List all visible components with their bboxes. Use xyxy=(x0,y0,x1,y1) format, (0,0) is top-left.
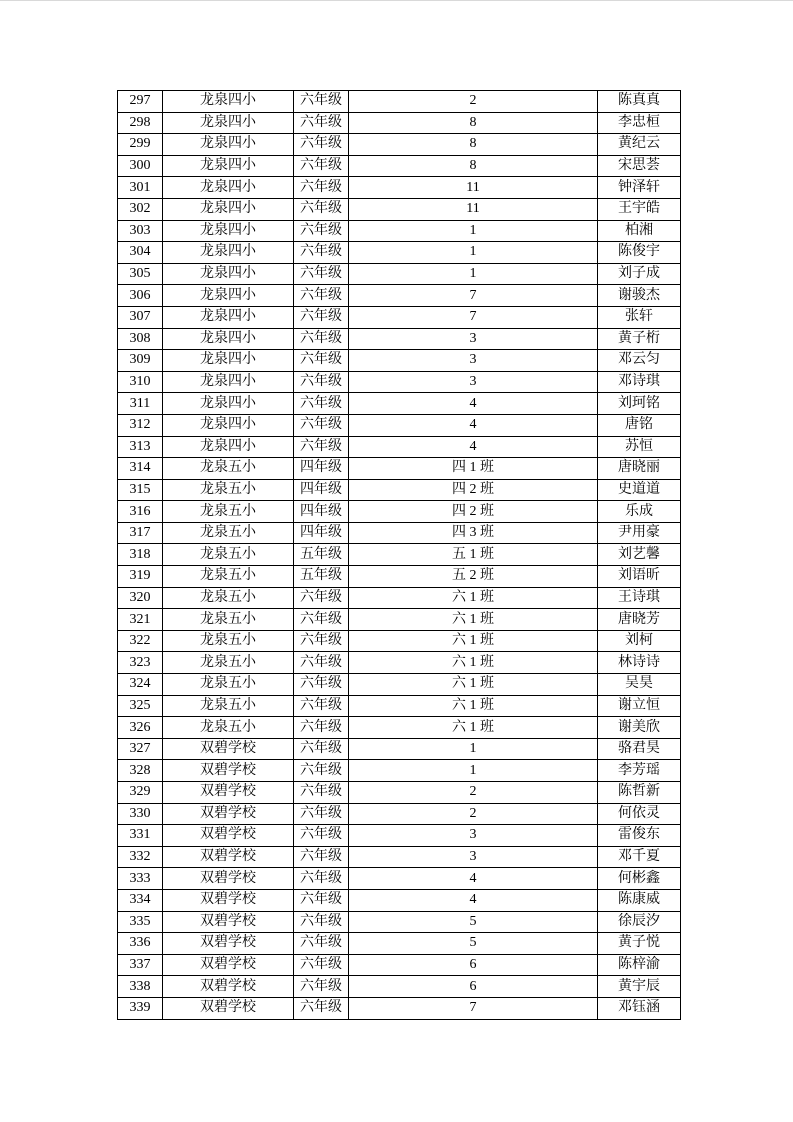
table-row xyxy=(118,306,681,328)
row-number-cell: 305 xyxy=(118,263,163,285)
grade-cell: 六年级 xyxy=(294,328,349,350)
school-cell: 龙泉四小 xyxy=(163,220,294,242)
table-row xyxy=(118,652,681,674)
class-cell: 2 xyxy=(349,803,598,825)
table-row xyxy=(118,933,681,955)
row-number-cell: 297 xyxy=(118,91,163,113)
school-cell: 龙泉五小 xyxy=(163,652,294,674)
student-name-cell: 柏湘 xyxy=(598,220,681,242)
school-cell: 龙泉四小 xyxy=(163,91,294,113)
table-row xyxy=(118,501,681,523)
grade-cell: 六年级 xyxy=(294,976,349,998)
grade-cell: 六年级 xyxy=(294,177,349,199)
student-name-cell: 苏恒 xyxy=(598,436,681,458)
row-number-cell: 320 xyxy=(118,587,163,609)
grade-cell: 六年级 xyxy=(294,868,349,890)
row-number-cell: 335 xyxy=(118,911,163,933)
row-number-cell: 301 xyxy=(118,177,163,199)
table-row xyxy=(118,220,681,242)
table-row xyxy=(118,393,681,415)
class-cell: 五 2 班 xyxy=(349,566,598,588)
grade-cell: 六年级 xyxy=(294,760,349,782)
school-cell: 龙泉五小 xyxy=(163,609,294,631)
student-name-cell: 雷俊东 xyxy=(598,825,681,847)
row-number-cell: 304 xyxy=(118,242,163,264)
school-cell: 双碧学校 xyxy=(163,846,294,868)
grade-cell: 六年级 xyxy=(294,846,349,868)
school-cell: 双碧学校 xyxy=(163,954,294,976)
table-row xyxy=(118,954,681,976)
grade-cell: 六年级 xyxy=(294,436,349,458)
class-cell: 11 xyxy=(349,177,598,199)
row-number-cell: 337 xyxy=(118,954,163,976)
school-cell: 龙泉四小 xyxy=(163,263,294,285)
student-name-cell: 刘柯 xyxy=(598,630,681,652)
class-cell: 8 xyxy=(349,155,598,177)
student-name-cell: 李芳瑶 xyxy=(598,760,681,782)
class-cell: 7 xyxy=(349,306,598,328)
table-row xyxy=(118,868,681,890)
school-cell: 龙泉四小 xyxy=(163,242,294,264)
student-name-cell: 刘子成 xyxy=(598,263,681,285)
class-cell: 8 xyxy=(349,134,598,156)
row-number-cell: 333 xyxy=(118,868,163,890)
grade-cell: 四年级 xyxy=(294,479,349,501)
class-cell: 六 1 班 xyxy=(349,630,598,652)
grade-cell: 六年级 xyxy=(294,652,349,674)
school-cell: 龙泉四小 xyxy=(163,393,294,415)
row-number-cell: 334 xyxy=(118,889,163,911)
school-cell: 龙泉四小 xyxy=(163,436,294,458)
grade-cell: 六年级 xyxy=(294,285,349,307)
table-row xyxy=(118,198,681,220)
table-row xyxy=(118,717,681,739)
table-row xyxy=(118,695,681,717)
table-row xyxy=(118,738,681,760)
student-name-cell: 谢骏杰 xyxy=(598,285,681,307)
table-row xyxy=(118,155,681,177)
row-number-cell: 336 xyxy=(118,933,163,955)
student-name-cell: 邓诗琪 xyxy=(598,371,681,393)
table-row xyxy=(118,674,681,696)
student-name-cell: 邓钰涵 xyxy=(598,997,681,1019)
class-cell: 五 1 班 xyxy=(349,544,598,566)
class-cell: 六 1 班 xyxy=(349,609,598,631)
student-name-cell: 吴昊 xyxy=(598,674,681,696)
school-cell: 龙泉五小 xyxy=(163,587,294,609)
student-name-cell: 王诗琪 xyxy=(598,587,681,609)
table-row xyxy=(118,263,681,285)
row-number-cell: 317 xyxy=(118,522,163,544)
row-number-cell: 302 xyxy=(118,198,163,220)
school-cell: 龙泉五小 xyxy=(163,630,294,652)
row-number-cell: 311 xyxy=(118,393,163,415)
grade-cell: 六年级 xyxy=(294,91,349,113)
grade-cell: 六年级 xyxy=(294,630,349,652)
class-cell: 3 xyxy=(349,371,598,393)
grade-cell: 六年级 xyxy=(294,738,349,760)
grade-cell: 五年级 xyxy=(294,566,349,588)
grade-cell: 六年级 xyxy=(294,393,349,415)
school-cell: 龙泉五小 xyxy=(163,479,294,501)
school-cell: 龙泉四小 xyxy=(163,155,294,177)
row-number-cell: 310 xyxy=(118,371,163,393)
row-number-cell: 307 xyxy=(118,306,163,328)
student-name-cell: 李忠桓 xyxy=(598,112,681,134)
school-cell: 双碧学校 xyxy=(163,933,294,955)
class-cell: 六 1 班 xyxy=(349,717,598,739)
class-cell: 3 xyxy=(349,350,598,372)
student-name-cell: 邓云匀 xyxy=(598,350,681,372)
table-row xyxy=(118,587,681,609)
school-cell: 龙泉五小 xyxy=(163,717,294,739)
table-row xyxy=(118,371,681,393)
grade-cell: 六年级 xyxy=(294,825,349,847)
student-name-cell: 陈真真 xyxy=(598,91,681,113)
table-row xyxy=(118,91,681,113)
student-name-cell: 乐成 xyxy=(598,501,681,523)
student-name-cell: 黄子悦 xyxy=(598,933,681,955)
grade-cell: 六年级 xyxy=(294,933,349,955)
table-row xyxy=(118,889,681,911)
student-name-cell: 黄纪云 xyxy=(598,134,681,156)
table-row xyxy=(118,630,681,652)
class-cell: 六 1 班 xyxy=(349,695,598,717)
class-cell: 六 1 班 xyxy=(349,674,598,696)
row-number-cell: 306 xyxy=(118,285,163,307)
grade-cell: 六年级 xyxy=(294,198,349,220)
student-name-cell: 尹用豪 xyxy=(598,522,681,544)
table-row xyxy=(118,760,681,782)
table-row xyxy=(118,609,681,631)
school-cell: 龙泉四小 xyxy=(163,328,294,350)
class-cell: 6 xyxy=(349,976,598,998)
class-cell: 6 xyxy=(349,954,598,976)
student-name-cell: 宋思荟 xyxy=(598,155,681,177)
school-cell: 双碧学校 xyxy=(163,803,294,825)
class-cell: 4 xyxy=(349,393,598,415)
student-name-cell: 张轩 xyxy=(598,306,681,328)
row-number-cell: 325 xyxy=(118,695,163,717)
grade-cell: 六年级 xyxy=(294,220,349,242)
class-cell: 1 xyxy=(349,263,598,285)
student-name-cell: 唐铭 xyxy=(598,414,681,436)
class-cell: 4 xyxy=(349,889,598,911)
table-row xyxy=(118,134,681,156)
row-number-cell: 330 xyxy=(118,803,163,825)
student-name-cell: 谢立恒 xyxy=(598,695,681,717)
class-cell: 4 xyxy=(349,868,598,890)
student-name-cell: 黄子桁 xyxy=(598,328,681,350)
row-number-cell: 323 xyxy=(118,652,163,674)
class-cell: 7 xyxy=(349,285,598,307)
table-row xyxy=(118,566,681,588)
row-number-cell: 299 xyxy=(118,134,163,156)
school-cell: 龙泉五小 xyxy=(163,566,294,588)
school-cell: 双碧学校 xyxy=(163,760,294,782)
student-name-cell: 何彬鑫 xyxy=(598,868,681,890)
row-number-cell: 329 xyxy=(118,782,163,804)
grade-cell: 六年级 xyxy=(294,134,349,156)
school-cell: 双碧学校 xyxy=(163,911,294,933)
school-cell: 龙泉五小 xyxy=(163,674,294,696)
row-number-cell: 314 xyxy=(118,458,163,480)
row-number-cell: 298 xyxy=(118,112,163,134)
class-cell: 1 xyxy=(349,242,598,264)
class-cell: 3 xyxy=(349,328,598,350)
table-row xyxy=(118,177,681,199)
row-number-cell: 324 xyxy=(118,674,163,696)
table-row xyxy=(118,544,681,566)
school-cell: 龙泉四小 xyxy=(163,198,294,220)
table-row xyxy=(118,112,681,134)
school-cell: 双碧学校 xyxy=(163,889,294,911)
student-name-cell: 陈梓渝 xyxy=(598,954,681,976)
class-cell: 四 1 班 xyxy=(349,458,598,480)
row-number-cell: 316 xyxy=(118,501,163,523)
student-roster-table-body xyxy=(118,91,681,1020)
grade-cell: 五年级 xyxy=(294,544,349,566)
grade-cell: 六年级 xyxy=(294,371,349,393)
class-cell: 2 xyxy=(349,782,598,804)
student-name-cell: 史道道 xyxy=(598,479,681,501)
table-row xyxy=(118,997,681,1019)
row-number-cell: 326 xyxy=(118,717,163,739)
class-cell: 11 xyxy=(349,198,598,220)
grade-cell: 六年级 xyxy=(294,350,349,372)
class-cell: 四 2 班 xyxy=(349,479,598,501)
row-number-cell: 309 xyxy=(118,350,163,372)
table-row xyxy=(118,436,681,458)
student-name-cell: 林诗诗 xyxy=(598,652,681,674)
school-cell: 双碧学校 xyxy=(163,782,294,804)
school-cell: 双碧学校 xyxy=(163,825,294,847)
grade-cell: 六年级 xyxy=(294,803,349,825)
student-name-cell: 陈俊宇 xyxy=(598,242,681,264)
class-cell: 3 xyxy=(349,825,598,847)
class-cell: 四 2 班 xyxy=(349,501,598,523)
grade-cell: 六年级 xyxy=(294,414,349,436)
table-row xyxy=(118,350,681,372)
row-number-cell: 332 xyxy=(118,846,163,868)
row-number-cell: 313 xyxy=(118,436,163,458)
school-cell: 双碧学校 xyxy=(163,976,294,998)
school-cell: 双碧学校 xyxy=(163,997,294,1019)
grade-cell: 六年级 xyxy=(294,911,349,933)
class-cell: 四 3 班 xyxy=(349,522,598,544)
row-number-cell: 331 xyxy=(118,825,163,847)
class-cell: 1 xyxy=(349,760,598,782)
row-number-cell: 327 xyxy=(118,738,163,760)
school-cell: 龙泉四小 xyxy=(163,414,294,436)
class-cell: 5 xyxy=(349,933,598,955)
school-cell: 龙泉四小 xyxy=(163,112,294,134)
student-name-cell: 唐晓丽 xyxy=(598,458,681,480)
student-name-cell: 邓千夏 xyxy=(598,846,681,868)
table-row xyxy=(118,242,681,264)
school-cell: 龙泉四小 xyxy=(163,350,294,372)
student-name-cell: 骆君昊 xyxy=(598,738,681,760)
student-roster-table xyxy=(117,90,681,1020)
grade-cell: 六年级 xyxy=(294,674,349,696)
grade-cell: 四年级 xyxy=(294,458,349,480)
grade-cell: 四年级 xyxy=(294,522,349,544)
student-name-cell: 刘艺馨 xyxy=(598,544,681,566)
row-number-cell: 319 xyxy=(118,566,163,588)
table-row xyxy=(118,479,681,501)
grade-cell: 六年级 xyxy=(294,695,349,717)
grade-cell: 六年级 xyxy=(294,263,349,285)
school-cell: 龙泉四小 xyxy=(163,134,294,156)
class-cell: 5 xyxy=(349,911,598,933)
school-cell: 龙泉四小 xyxy=(163,306,294,328)
class-cell: 1 xyxy=(349,738,598,760)
grade-cell: 六年级 xyxy=(294,306,349,328)
table-row xyxy=(118,846,681,868)
row-number-cell: 308 xyxy=(118,328,163,350)
row-number-cell: 318 xyxy=(118,544,163,566)
row-number-cell: 338 xyxy=(118,976,163,998)
school-cell: 龙泉五小 xyxy=(163,458,294,480)
grade-cell: 六年级 xyxy=(294,717,349,739)
grade-cell: 六年级 xyxy=(294,242,349,264)
grade-cell: 六年级 xyxy=(294,155,349,177)
student-name-cell: 陈哲新 xyxy=(598,782,681,804)
school-cell: 龙泉四小 xyxy=(163,285,294,307)
grade-cell: 六年级 xyxy=(294,889,349,911)
class-cell: 7 xyxy=(349,997,598,1019)
table-row xyxy=(118,458,681,480)
student-name-cell: 唐晓芳 xyxy=(598,609,681,631)
grade-cell: 六年级 xyxy=(294,997,349,1019)
table-row xyxy=(118,328,681,350)
grade-cell: 四年级 xyxy=(294,501,349,523)
table-row xyxy=(118,803,681,825)
student-name-cell: 钟泽轩 xyxy=(598,177,681,199)
table-row xyxy=(118,522,681,544)
student-name-cell: 刘语昕 xyxy=(598,566,681,588)
grade-cell: 六年级 xyxy=(294,782,349,804)
row-number-cell: 315 xyxy=(118,479,163,501)
row-number-cell: 322 xyxy=(118,630,163,652)
class-cell: 4 xyxy=(349,414,598,436)
student-name-cell: 黄宇辰 xyxy=(598,976,681,998)
row-number-cell: 339 xyxy=(118,997,163,1019)
row-number-cell: 312 xyxy=(118,414,163,436)
table-row xyxy=(118,782,681,804)
row-number-cell: 300 xyxy=(118,155,163,177)
table-row xyxy=(118,414,681,436)
class-cell: 4 xyxy=(349,436,598,458)
student-name-cell: 刘珂铭 xyxy=(598,393,681,415)
school-cell: 龙泉五小 xyxy=(163,544,294,566)
table-row xyxy=(118,825,681,847)
grade-cell: 六年级 xyxy=(294,954,349,976)
table-row xyxy=(118,976,681,998)
school-cell: 双碧学校 xyxy=(163,738,294,760)
class-cell: 六 1 班 xyxy=(349,652,598,674)
table-row xyxy=(118,285,681,307)
school-cell: 龙泉五小 xyxy=(163,501,294,523)
grade-cell: 六年级 xyxy=(294,112,349,134)
school-cell: 龙泉四小 xyxy=(163,371,294,393)
class-cell: 六 1 班 xyxy=(349,587,598,609)
school-cell: 龙泉五小 xyxy=(163,522,294,544)
grade-cell: 六年级 xyxy=(294,587,349,609)
class-cell: 8 xyxy=(349,112,598,134)
class-cell: 1 xyxy=(349,220,598,242)
row-number-cell: 321 xyxy=(118,609,163,631)
grade-cell: 六年级 xyxy=(294,609,349,631)
student-name-cell: 陈康威 xyxy=(598,889,681,911)
class-cell: 2 xyxy=(349,91,598,113)
student-name-cell: 王宇皓 xyxy=(598,198,681,220)
student-name-cell: 何依灵 xyxy=(598,803,681,825)
table-row xyxy=(118,911,681,933)
class-cell: 3 xyxy=(349,846,598,868)
school-cell: 双碧学校 xyxy=(163,868,294,890)
student-name-cell: 谢美欣 xyxy=(598,717,681,739)
row-number-cell: 328 xyxy=(118,760,163,782)
school-cell: 龙泉五小 xyxy=(163,695,294,717)
row-number-cell: 303 xyxy=(118,220,163,242)
school-cell: 龙泉四小 xyxy=(163,177,294,199)
student-name-cell: 徐辰汐 xyxy=(598,911,681,933)
